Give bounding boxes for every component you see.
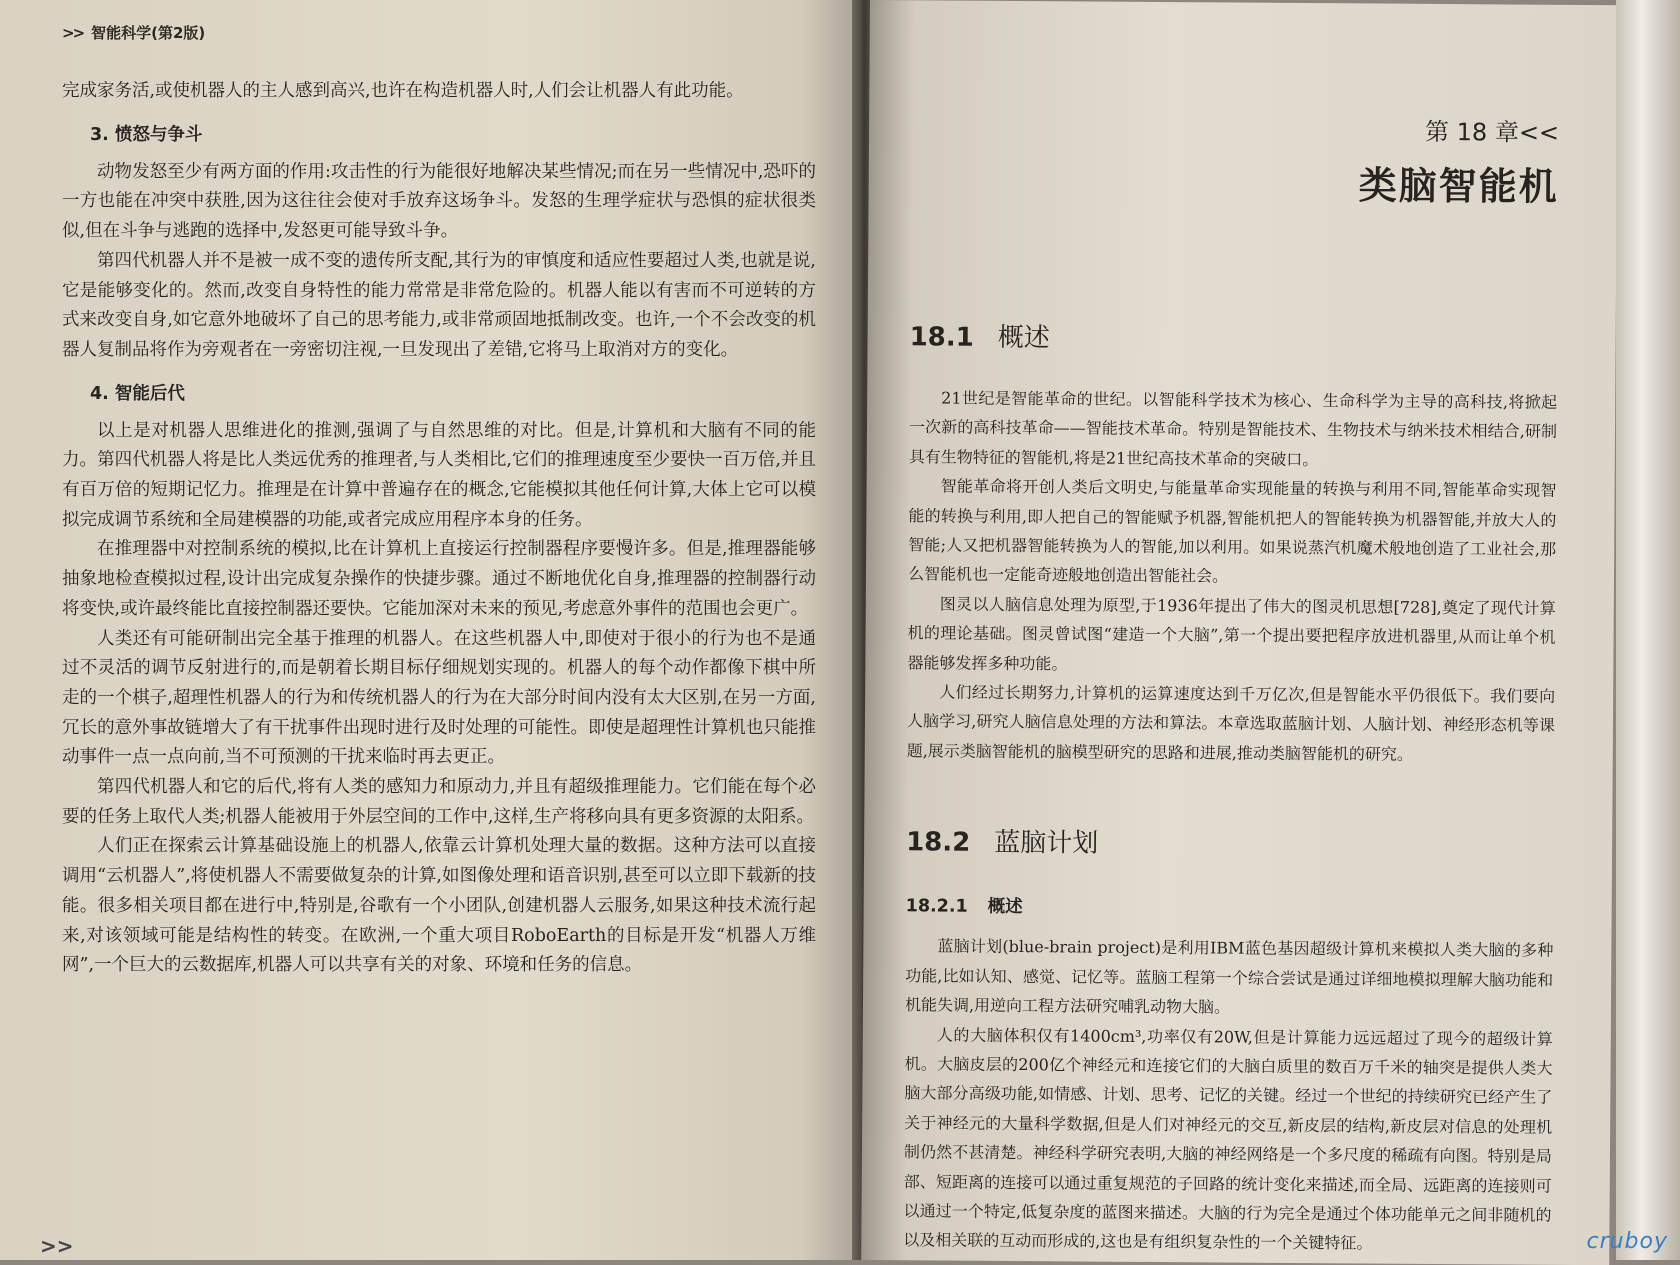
section-title: 蓝脑计划: [994, 828, 1099, 859]
section-4-heading: 4. 智能后代: [90, 383, 185, 404]
chapter-title: 类脑智能机: [1358, 163, 1559, 209]
subsection-number: 18.2.1: [905, 896, 968, 917]
paragraph: 人们经过长期努力,计算机的运算速度达到千万亿次,但是智能水平仍很低下。我们要向人脑学习,研究人脑信息处理的方法和算法。本章选取蓝脑计划、人脑计划、神经形态机等课题,展示类脑智能机的脑模型研究的思路和进展,推动类脑智能机的研究。: [906, 682, 1556, 764]
section-3-heading: 3. 愤怒与争斗: [90, 124, 203, 145]
paragraph: 人的大脑体积仅有1400cm³,功率仅有20W,但是计算能力远远超过了现今的超级计算机。大脑皮层的200亿个神经元和连接它们的大脑白质里的数百万千米的轴突是提供人类大脑大部分高级功能,如情感、计划、思考、记忆的关键。经过一个世纪的持续研究已经产生了关于神经元的大量科学数据,但是人们对神经元的交互,新皮层的结构,新皮层对信息的处理机制仍然不甚清楚。神经科学研究表明,大脑的神经网络是一个多尺度的稀疏有向图。特别是局部、短距离的连接可以通过重复规范的子回路的统计变化来描述,而全局、远距离的连接则可以通过一个特定,低复杂度的蓝图来描述。大脑的行为完全是通过个体功能单元之间非随机的以及相关联的互动而形成的,这也是有组织复杂性的一个关键特征。: [903, 1024, 1553, 1253]
subsection-heading-18-2-1: [906, 893, 1554, 923]
paragraph: 以上是对机器人思维进化的推测,强调了与自然思维的对比。但是,计算机和大脑有不同的能力。第四代机器人将是比人类远优秀的推理者,与人类相比,它们的推理速度至少要快一百万倍,并且有百万倍的短期记忆力。推理是在计算中普遍存在的概念,它能模拟其他任何计算,大体上它可以模拟完成调节系统和全局建模器的功能,或者完成应用程序本身的任务。: [62, 420, 816, 530]
paragraph: 智能革命将开创人类后文明史,与能量革命实现能量的转换与利用不同,智能革命实现智能的转换与利用,即人把自己的智能赋予机器,智能机把人的智能转换为机器智能,并放大人的智能;人又把机器智能转换为人的智能,加以利用。如果说蒸汽机魔术般地创造了工业社会,那么智能机也一定能奇迹般地创造出智能社会。: [907, 476, 1557, 586]
subsection-title: 概述: [987, 897, 1023, 918]
page-stack-edge: [1616, 0, 1680, 1260]
right-book-page: [861, 0, 1618, 1265]
paragraph: 在推理器中对控制系统的模拟,比在计算机上直接运行控制器程序要慢许多。但是,推理器能够抽象地检查模拟过程,设计出完成复杂操作的快捷步骤。通过不断地优化自身,推理器的控制器行动将变快,或许最终能比直接控制器还要快。它能加深对未来的预见,考虑意外事件的范围也会更广。: [62, 539, 816, 619]
running-head: [62, 22, 816, 43]
running-head-text: 智能科学(第2版): [91, 24, 206, 42]
paragraph: 人类还有可能研制出完全基于推理的机器人。在这些机器人中,即使对于很小的行为也不是通过不灵活的调节反射进行的,而是朝着长期目标仔细规划实现的。机器人的每个动作都像下棋中所走的一个棋子,超理性机器人的行为和传统机器人的行为在大部分时间内没有太大区别,在另一方面,冗长的意外事故链增大了有干扰事件出现时进行及时处理的可能性。即使是超理性计算机也只能推动事件一点一点向前,当不可预测的干扰来临时再去更正。: [62, 628, 816, 768]
paragraph: 动物发怒至少有两方面的作用:攻击性的行为能很好地解决某些情况;而在另一些情况中,恐吓的一方也能在冲突中获胜,因为这往往会使对手放弃这场争斗。发怒的生理学症状与恐惧的症状很类似,但在斗争与逃跑的选择中,发怒更可能导致斗争。: [62, 161, 816, 242]
section-number: 18.1: [909, 322, 974, 353]
paragraph: 图灵以人脑信息处理为原型,于1936年提出了伟大的图灵机思想[728],奠定了现代计算机的理论基础。图灵曾试图“建造一个大脑”,第一个提出要把程序放进机器里,从而让单个机器能够发挥多种功能。: [907, 594, 1556, 674]
paragraph: 21世纪是智能革命的世纪。以智能科学技术为核心、生命科学为主导的高科技,将掀起一次新的高科技革命——智能技术革命。特别是智能技术、生物技术与纳米技术相结合,研制具有生物特征的智能机,将是21世纪高技术革命的突破口。: [908, 388, 1558, 469]
double-chevron-icon: >>: [62, 24, 84, 42]
chapter-label: 第 18 章<<: [1424, 117, 1560, 147]
chapter-header: [901, 108, 1560, 211]
watermark: cruboy: [1586, 1229, 1668, 1254]
double-chevron-icon: >>: [40, 1234, 74, 1258]
paragraph: 蓝脑计划(blue-brain project)是利用IBM蓝色基因超级计算机来模拟人类大脑的多种功能,比如认知、感觉、记忆等。蓝脑工程第一个综合尝试是通过详细地模拟理解大脑功能和机能失调,用逆向工程方法研究哺乳动物大脑。: [904, 936, 1554, 1017]
paragraph: 第四代机器人和它的后代,将有人类的感知力和原动力,并且有超级推理能力。它们能在每个必要的任务上取代人类;机器人能被用于外层空间的工作中,这样,生产将移向具有更多资源的太阳系。: [62, 777, 816, 827]
section-heading-18-2: [906, 822, 1554, 864]
section-title: 概述: [997, 322, 1050, 354]
paragraph: 第四代机器人并不是被一成不变的遗传所支配,其行为的审慎度和适应性要超过人类,也就是说,它是能够变化的。然而,改变自身特性的能力常常是非常危险的。机器人能以有害而不可逆转的方式来改变自身,如它意外地破坏了自己的思考能力,或非常顽固地抵制改变。也许,一个不会改变的机器人复制品将作为旁观者在一旁密切注视,一旦发现出了差错,它将马上取消对方的变化。: [62, 250, 816, 360]
paragraph: 人们正在探索云计算基础设施上的机器人,依靠云计算机处理大量的数据。这种方法可以直接调用“云机器人”,将使机器人不需要做复杂的计算,如图像处理和语音识别,甚至可以立即下载新的技能。很多相关项目都在进行中,特别是,谷歌有一个小团队,创建机器人云服务,如果这种技术流行起来,对该领域可能是结构性的转变。在欧洲,一个重大项目RoboEarth的目标是开发“机器人万维网”,一个巨大的云数据库,机器人可以共享有关的对象、环境和任务的信息。: [62, 836, 817, 976]
section-heading-18-1: [910, 316, 1558, 358]
section-number: 18.2: [906, 827, 971, 859]
intro-paragraph: 完成家务活,或使机器人的主人感到高兴,也许在构造机器人时,人们会让机器人有此功能。: [62, 81, 744, 101]
